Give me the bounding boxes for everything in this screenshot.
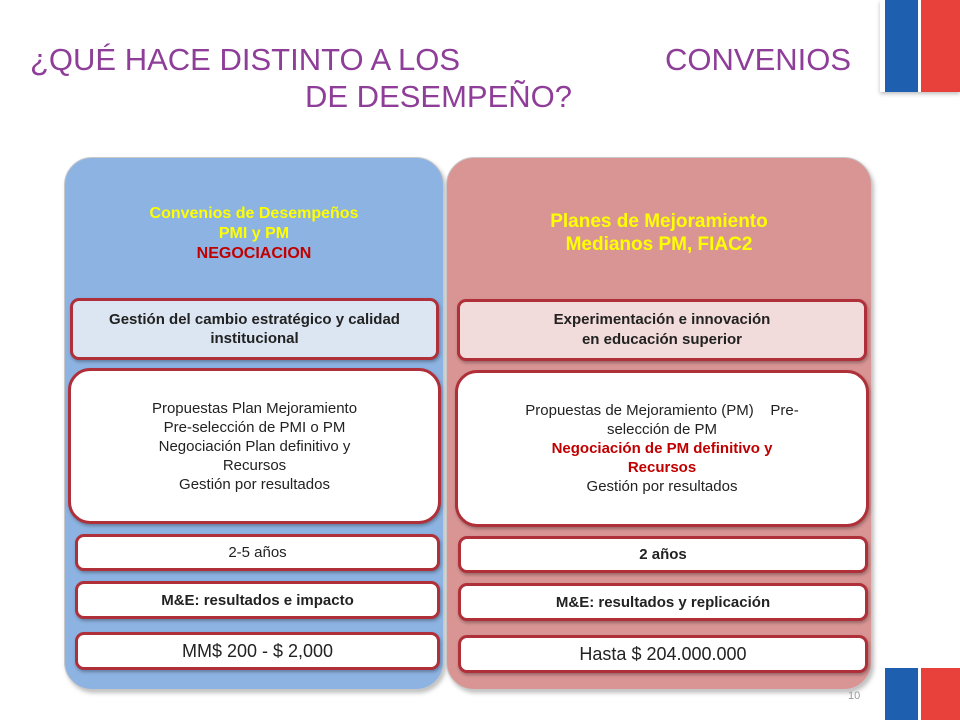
right-process-line: Propuestas de Mejoramiento (PM) Pre- [525, 402, 799, 419]
right-focus-box [457, 299, 867, 361]
left-heading-line2: PMI y PM [218, 225, 290, 242]
slide-title-part2: CONVENIOS [665, 42, 852, 77]
left-panel [64, 157, 444, 690]
left-process-line: Gestión por resultados [179, 475, 330, 493]
right-process-box [455, 370, 869, 527]
slide-title-part3: DE DESEMPEÑO? [305, 79, 573, 114]
left-evaluation-box [75, 581, 440, 619]
right-focus-line1: Experimentación e innovación [553, 311, 771, 328]
left-evaluation-text: M&E: resultados e impacto [161, 591, 354, 609]
left-process-line: Recursos [222, 456, 287, 474]
left-duration-text: 2-5 años [228, 544, 287, 561]
left-process-box [68, 368, 441, 524]
right-heading-line2: Medianos PM, FIAC2 [565, 234, 753, 255]
right-panel-heading [447, 210, 871, 256]
right-evaluation-box [458, 583, 868, 621]
right-heading-line1: Planes de Mejoramiento [550, 211, 768, 232]
flag-red-stripe [921, 668, 960, 720]
right-duration-text: 2 años [639, 546, 687, 563]
right-process-line-highlight: Negociación de PM definitivo y [551, 440, 773, 457]
left-process-line: Pre-selección de PMI o PM [163, 418, 346, 436]
right-process-line: selección de PM [606, 421, 718, 438]
right-panel [446, 157, 872, 690]
right-focus-line2: en educación superior [581, 331, 743, 348]
left-process-line: Propuestas Plan Mejoramiento [151, 399, 358, 417]
flag-blue-stripe [885, 668, 918, 720]
left-heading-line1: Convenios de Desempeños [149, 205, 359, 222]
flag-red-stripe [921, 0, 960, 92]
left-focus-box [70, 298, 439, 360]
left-budget-text: MM$ 200 - $ 2,000 [181, 640, 334, 661]
left-duration-box [75, 534, 440, 571]
slide-title-part1: ¿QUÉ HACE DISTINTO A LOS [30, 42, 461, 77]
right-process-line-highlight: Recursos [627, 459, 697, 476]
left-budget-box [75, 632, 440, 670]
right-process-line: Gestión por resultados [586, 478, 738, 495]
left-focus-text: Gestión del cambio estratégico y calidad institucional [109, 311, 400, 347]
left-process-line: Negociación Plan definitivo y [158, 437, 351, 455]
flag-decoration-bottom [880, 668, 960, 720]
left-panel-heading [65, 204, 443, 264]
right-evaluation-text: M&E: resultados y replicación [555, 593, 771, 611]
right-budget-text: Hasta $ 204.000.000 [579, 643, 747, 664]
flag-decoration-top [880, 0, 960, 92]
page-number: 10 [848, 690, 861, 702]
right-duration-box [458, 536, 868, 573]
left-heading-line3: NEGOCIACION [196, 245, 312, 262]
flag-blue-stripe [885, 0, 918, 92]
right-budget-box [458, 635, 868, 673]
